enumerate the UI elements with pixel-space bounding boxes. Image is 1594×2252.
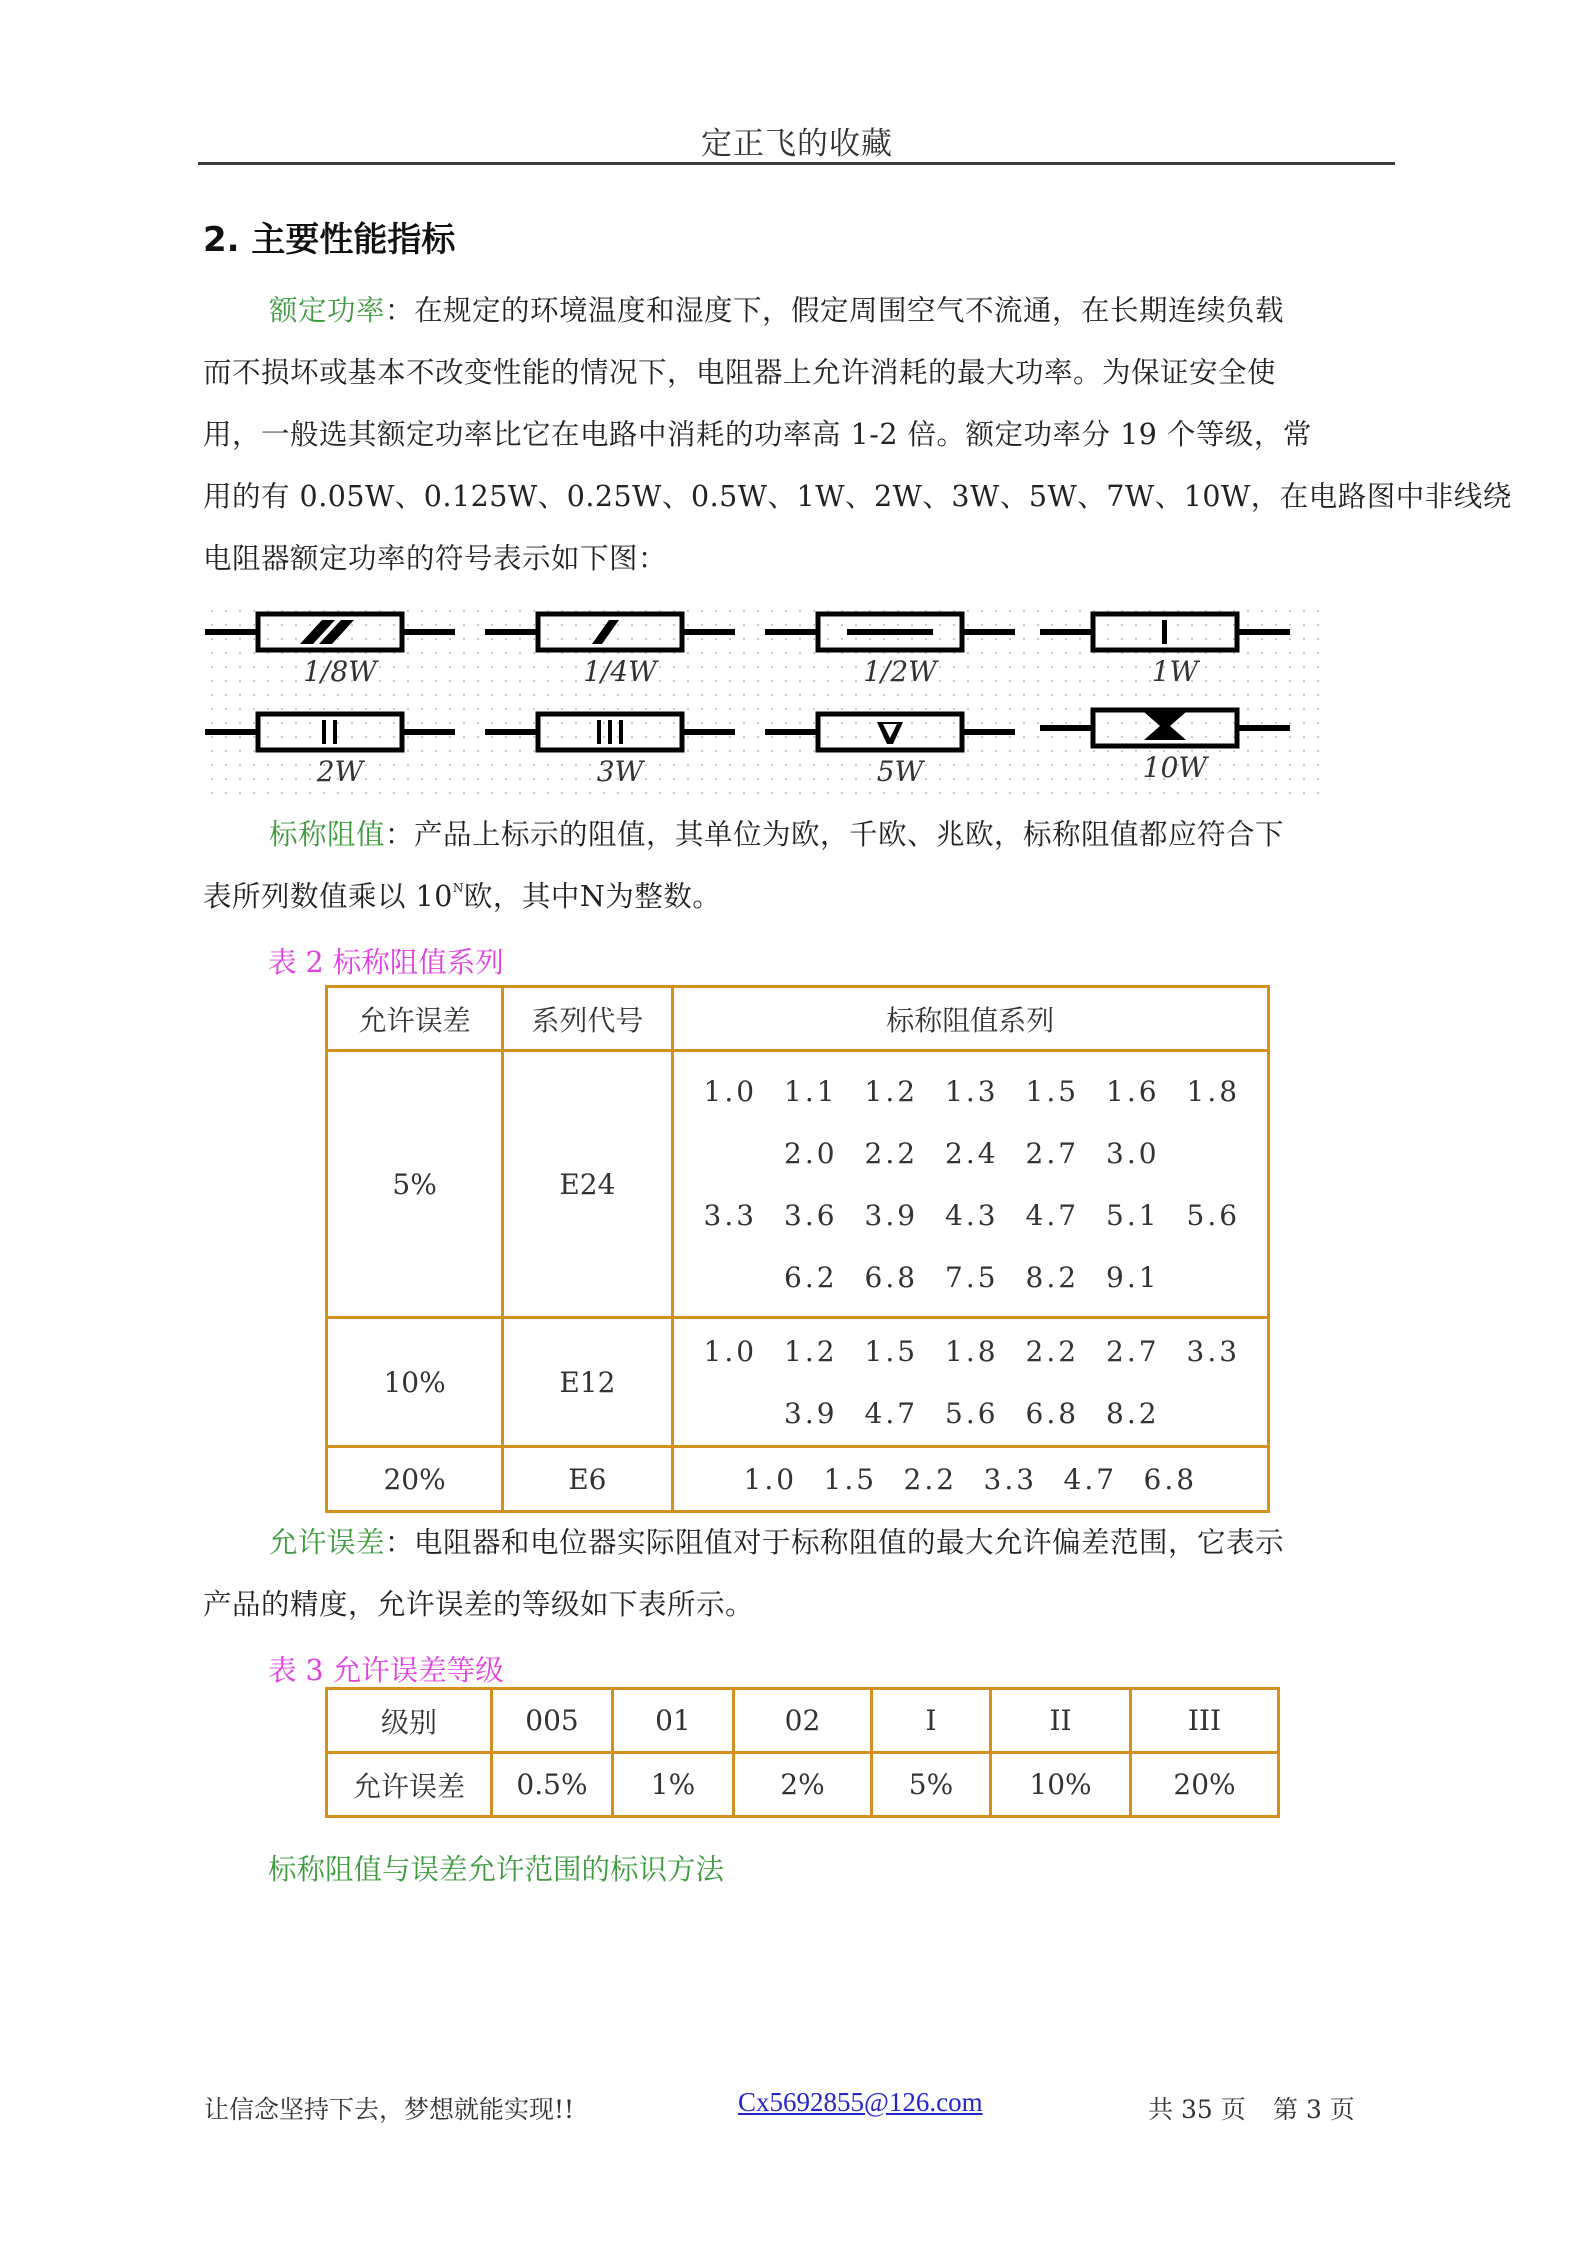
rated-power-paragraph <box>203 280 1512 590</box>
nominal-value: 2.0 <box>784 1136 838 1170</box>
nominal-value: 1.8 <box>945 1334 999 1368</box>
nominal-value: 4.7 <box>1063 1462 1118 1496</box>
section-heading: 2. 主要性能指标 <box>203 220 456 260</box>
nominal-value: 8.2 <box>1106 1396 1160 1430</box>
tolerance-cell: 20% <box>327 1447 503 1512</box>
footer-total-pages: 共 35 页 <box>1148 2095 1246 2124</box>
nominal-value: 1.6 <box>1106 1074 1160 1108</box>
footer-current-page: 第 3 页 <box>1273 2095 1355 2124</box>
tolerance-cell: 0.5% <box>492 1753 613 1817</box>
term-tolerance: 允许误差 <box>269 1526 386 1559</box>
table-row <box>327 1318 1269 1447</box>
footer-email[interactable] <box>738 2087 983 2118</box>
tolerance-label: 允许误差 <box>327 1753 492 1817</box>
values-line <box>674 1060 1268 1122</box>
grade-row <box>327 1689 1279 1753</box>
header-series: 系列代号 <box>503 987 672 1051</box>
nominal-value: 1.5 <box>864 1334 919 1368</box>
term-nominal: 标称阻值 <box>269 818 386 851</box>
nominal-value: 1.8 <box>1186 1074 1241 1108</box>
resistor-symbol-5w <box>765 710 1035 796</box>
table3-caption: 表 3 允许误差等级 <box>268 1654 504 1687</box>
series-cell: E12 <box>503 1318 672 1447</box>
resistor-symbol-1w <box>1040 610 1310 696</box>
term-rated-power: 额定功率 <box>269 294 386 327</box>
symbol-label: 5W <box>876 755 924 788</box>
rated-power-line-4: 用的有 0.05W、0.125W、0.25W、0.5W、1W、2W、3W、5W、7W、10W，在电路图中非线绕 <box>203 480 1512 513</box>
resistor-x-mark-icon <box>1040 706 1300 750</box>
grade-cell: 005 <box>492 1689 613 1753</box>
tolerance-cell: 2% <box>734 1753 872 1817</box>
nominal-value: 2.2 <box>864 1136 919 1170</box>
rated-power-line-2: 而不损坏或基本不改变性能的情况下，电阻器上允许消耗的最大功率。为保证安全使 <box>203 356 1277 389</box>
nominal-value: 6.8 <box>1025 1396 1080 1430</box>
symbol-label: 1/8W <box>303 655 377 688</box>
resistor-double-slash-icon <box>205 610 465 654</box>
nominal-value: 3.3 <box>1186 1334 1241 1368</box>
nominal-value: 3.3 <box>703 1198 758 1232</box>
nominal-value: 4.3 <box>945 1198 999 1232</box>
values-cell <box>672 1318 1269 1447</box>
nominal-value: 8.2 <box>1025 1260 1080 1294</box>
nominal-value: 1.5 <box>1025 1074 1080 1108</box>
nominal-paragraph <box>203 804 1403 928</box>
nominal-value: 2.7 <box>1025 1136 1080 1170</box>
values-line <box>674 1320 1268 1382</box>
values-line <box>674 1448 1268 1510</box>
nominal-value: 1.3 <box>945 1074 999 1108</box>
tolerance-cell: 20% <box>1131 1753 1279 1817</box>
nominal-value: 2.4 <box>945 1136 999 1170</box>
nominal-value: 6.8 <box>864 1260 919 1294</box>
resistor-symbol-10w <box>1040 706 1310 792</box>
tolerance-paragraph <box>203 1512 1403 1636</box>
nominal-value: 2.7 <box>1106 1334 1160 1368</box>
tolerance-cell: 5% <box>327 1051 503 1318</box>
nominal-value: 1.5 <box>823 1462 878 1496</box>
nominal-value: 2.2 <box>903 1462 958 1496</box>
tolerance-cell: 10% <box>991 1753 1131 1817</box>
resistor-two-vertical-bars-icon <box>205 710 465 754</box>
symbol-label: 1/4W <box>583 655 657 688</box>
nominal-value: 5.6 <box>945 1396 999 1430</box>
nominal-value: 4.7 <box>864 1396 919 1430</box>
nominal-value: 3.3 <box>983 1462 1038 1496</box>
nominal-value: 3.6 <box>784 1198 838 1232</box>
rated-power-line-5: 电阻器额定功率的符号表示如下图： <box>203 542 668 575</box>
symbol-label: 10W <box>1142 751 1208 784</box>
resistor-horizontal-bar-icon <box>765 610 1025 654</box>
resistor-symbol-2w <box>205 710 475 796</box>
nominal-value: 3.0 <box>1106 1136 1160 1170</box>
resistor-symbol-1-4w <box>485 610 755 696</box>
resistor-three-vertical-bars-icon <box>485 710 745 754</box>
rated-power-line-3: 用，一般选其额定功率比它在电路中消耗的功率高 1-2 倍。额定功率分 19 个等级，常 <box>203 418 1312 451</box>
symbol-label: 1W <box>1151 655 1199 688</box>
series-cell: E6 <box>503 1447 672 1512</box>
header-tolerance: 允许误差 <box>327 987 503 1051</box>
table-row <box>327 1051 1269 1318</box>
nominal-value: 1.0 <box>743 1462 798 1496</box>
values-line <box>674 1122 1268 1184</box>
table2-caption: 表 2 标称阻值系列 <box>268 946 504 979</box>
tolerance-line-2: 产品的精度，允许误差的等级如下表所示。 <box>203 1588 755 1621</box>
grade-cell: II <box>991 1689 1131 1753</box>
tolerance-grade-table <box>325 1687 1280 1818</box>
symbol-label: 2W <box>316 755 364 788</box>
resistor-symbol-1-8w <box>205 610 475 696</box>
resistor-single-slash-icon <box>485 610 745 654</box>
nominal-value: 9.1 <box>1106 1260 1160 1294</box>
grade-cell: 01 <box>613 1689 734 1753</box>
resistor-symbol-1-2w <box>765 610 1035 696</box>
nominal-line-1: 标称阻值：产品上标示的阻值，其单位为欧，千欧、兆欧，标称阻值都应符合下 <box>269 818 1285 851</box>
table-row <box>327 1447 1269 1512</box>
email-link[interactable]: Cx5692855@126.com <box>738 2087 983 2117</box>
tolerance-row <box>327 1753 1279 1817</box>
tolerance-cell: 10% <box>327 1318 503 1447</box>
nominal-value: 3.9 <box>864 1198 919 1232</box>
resistor-power-symbols-figure <box>205 604 1320 794</box>
tolerance-line-1: 允许误差：电阻器和电位器实际阻值对于标称阻值的最大允许偏差范围，它表示 <box>269 1526 1285 1559</box>
symbol-label: 1/2W <box>863 655 937 688</box>
nominal-line-2: 表所列数值乘以 $10^N$欧，其中N为整数。 <box>203 880 722 913</box>
symbol-label: 3W <box>596 755 644 788</box>
nominal-value: 5.1 <box>1106 1198 1160 1232</box>
values-line <box>674 1382 1268 1444</box>
grade-label: 级别 <box>327 1689 492 1753</box>
nominal-value: 1.1 <box>784 1074 838 1108</box>
resistor-vertical-bar-icon <box>1040 610 1300 654</box>
marking-method-subheading: 标称阻值与误差允许范围的标识方法 <box>268 1853 725 1886</box>
series-cell: E24 <box>503 1051 672 1318</box>
header-title: 定正飞的收藏 <box>701 126 893 162</box>
footer-motto: 让信念坚持下去，梦想就能实现!! <box>204 2095 575 2124</box>
table-header-row <box>327 987 1269 1051</box>
nominal-value: 6.2 <box>784 1260 838 1294</box>
nominal-value: 1.2 <box>784 1334 838 1368</box>
values-line <box>674 1246 1268 1308</box>
values-line <box>674 1184 1268 1246</box>
nominal-value: 1.0 <box>703 1074 758 1108</box>
grade-cell: I <box>872 1689 991 1753</box>
nominal-value: 7.5 <box>945 1260 999 1294</box>
nominal-value: 3.9 <box>784 1396 838 1430</box>
nominal-value: 1.2 <box>864 1074 919 1108</box>
tolerance-cell: 1% <box>613 1753 734 1817</box>
values-cell <box>672 1447 1269 1512</box>
grade-cell: 02 <box>734 1689 872 1753</box>
header-values: 标称阻值系列 <box>672 987 1269 1051</box>
rated-power-line-1: 额定功率：在规定的环境温度和湿度下，假定周围空气不流通，在长期连续负载 <box>269 294 1285 327</box>
nominal-series-table <box>325 985 1270 1513</box>
resistor-v-mark-icon <box>765 710 1025 754</box>
grade-cell: III <box>1131 1689 1279 1753</box>
nominal-value: 4.7 <box>1025 1198 1080 1232</box>
nominal-value: 5.6 <box>1186 1198 1241 1232</box>
resistor-symbol-3w <box>485 710 755 796</box>
header-rule <box>198 162 1395 165</box>
tolerance-cell: 5% <box>872 1753 991 1817</box>
nominal-value: 1.0 <box>703 1334 758 1368</box>
nominal-value: 2.2 <box>1025 1334 1080 1368</box>
nominal-value: 6.8 <box>1143 1462 1198 1496</box>
values-cell <box>672 1051 1269 1318</box>
